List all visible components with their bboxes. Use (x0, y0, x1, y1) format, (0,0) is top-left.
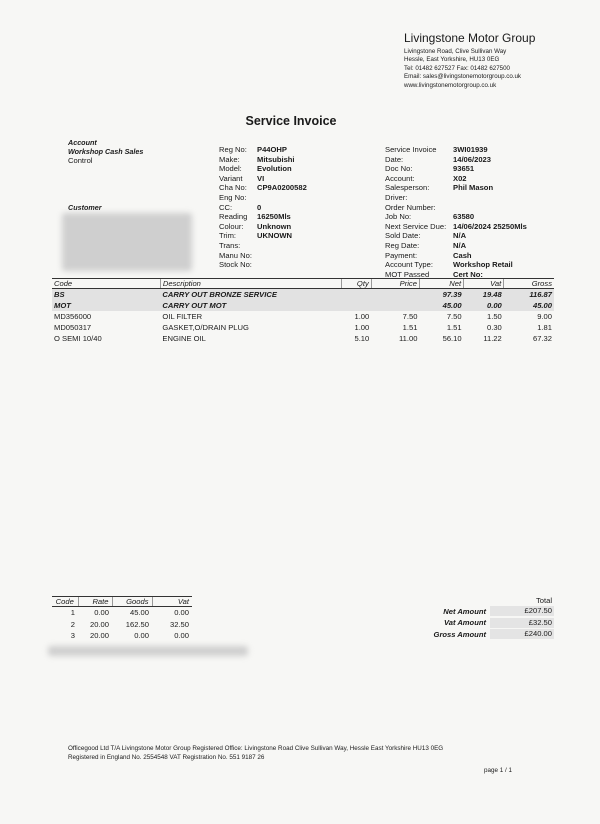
line-item-desc: GASKET,O/DRAIN PLUG (162, 323, 249, 332)
field-value: Workshop Retail (453, 260, 513, 270)
field-row (219, 174, 307, 184)
field-value: VI (257, 173, 265, 183)
field-label: Doc No: (385, 164, 413, 174)
line-item-desc: OIL FILTER (162, 312, 203, 321)
field-row (219, 193, 307, 203)
field-label: Next Service Due: (385, 221, 447, 231)
line-item-gross: 1.81 (537, 323, 552, 332)
field-label: Variant (219, 173, 243, 183)
vat-goods: 0.00 (134, 631, 149, 641)
field-label: Service Invoice (385, 145, 437, 154)
field-label: Order Number: (385, 202, 436, 212)
page-number: page 1 / 1 (484, 767, 513, 774)
vat-goods: 45.00 (129, 608, 149, 618)
vat-goods: 162.50 (125, 619, 149, 629)
col-description: Description (160, 279, 341, 289)
vat-col-vat: Vat (152, 597, 192, 607)
col-vat: Vat (464, 279, 504, 289)
field-row (385, 145, 527, 155)
totals-block (386, 606, 554, 639)
vat-col-goods: Goods (112, 597, 152, 607)
field-row (385, 212, 527, 222)
field-row (385, 203, 527, 213)
line-item-gross: 45.00 (504, 300, 554, 311)
field-row (219, 212, 307, 222)
col-net: Net (419, 279, 463, 289)
field-row (219, 155, 307, 165)
vat-rate: 0.00 (94, 608, 109, 618)
field-value: Mitsubishi (257, 154, 295, 164)
line-item-vat: 0.00 (464, 300, 504, 311)
field-row (385, 164, 527, 174)
line-item-row (52, 333, 554, 344)
line-item-gross: 116.87 (504, 289, 554, 301)
field-row (385, 174, 527, 184)
field-value: 14/06/2024 25250Mls (453, 221, 527, 231)
field-row (385, 155, 527, 165)
line-item-row (52, 300, 554, 311)
company-address-line-1: Livingstone Road, Clive Sullivan Way (404, 48, 507, 55)
line-item-vat: 0.30 (486, 323, 502, 332)
field-label: Account Type: (385, 260, 433, 270)
field-row (385, 241, 527, 251)
col-gross: Gross (504, 279, 554, 289)
field-label: Payment: (385, 250, 418, 260)
field-label: Salesperson: (385, 183, 430, 193)
field-row (219, 260, 307, 270)
field-label: Driver: (385, 192, 408, 202)
line-item-code: BS (52, 289, 160, 301)
field-value: Phil Mason (453, 183, 494, 193)
account-label: Account (68, 138, 97, 147)
line-item-row (52, 311, 554, 322)
field-row (219, 203, 307, 213)
field-row (385, 251, 527, 261)
company-name: Livingstone Motor Group (404, 31, 536, 45)
field-row (219, 145, 307, 155)
field-row (385, 231, 527, 241)
line-item-desc: CARRY OUT BRONZE SERVICE (160, 289, 341, 301)
vat-row (52, 607, 192, 619)
company-address-line-2: Hessle, East Yorkshire, HU13 0EG (404, 56, 500, 64)
redacted-customer-address (62, 213, 192, 271)
document-title: Service Invoice (245, 114, 337, 128)
company-phone: Tel: 01482 627527 Fax: 01482 627500 (404, 64, 510, 72)
vat-amount-label: Vat Amount (443, 618, 486, 627)
field-row (219, 251, 307, 261)
vat-row (52, 619, 192, 631)
line-item-desc: ENGINE OIL (162, 334, 206, 343)
field-value: Cert No: (453, 269, 483, 279)
footer (68, 745, 443, 762)
field-label: Trim: (219, 231, 237, 241)
field-label: Colour: (219, 221, 244, 231)
field-row (219, 222, 307, 232)
gross-amount-label: Gross Amount (433, 629, 486, 639)
field-row (219, 231, 307, 241)
field-value: 63580 (453, 212, 475, 222)
field-value: Cash (453, 250, 472, 260)
field-value: N/A (453, 240, 467, 250)
field-label: Make: (219, 154, 240, 164)
line-items-table (52, 278, 554, 344)
line-item-net: 56.10 (442, 334, 462, 343)
field-label: Trans: (219, 240, 241, 250)
line-item-gross: 9.00 (537, 312, 552, 321)
field-value: 0 (257, 202, 262, 212)
line-item-net: 45.00 (419, 300, 463, 311)
footer-registration: Registered in England No. 2554548 VAT Registration No. 551 9187 26 (68, 753, 265, 761)
field-label: Model: (219, 164, 242, 174)
field-label: Date: (385, 154, 404, 164)
company-email: Email: sales@livingstonemotorgroup.co.uk (404, 73, 522, 81)
line-item-vat: 11.22 (483, 334, 502, 343)
field-value: P44OHP (257, 145, 287, 154)
company-contact (404, 48, 521, 90)
net-amount-row (386, 606, 554, 616)
field-label: Manu No: (219, 250, 252, 260)
field-label: CC: (219, 202, 233, 212)
vat-vat: 0.00 (174, 631, 189, 641)
field-label: Reg No: (219, 145, 247, 154)
line-item-net: 97.39 (419, 289, 463, 301)
field-label: Reading (219, 212, 248, 222)
field-row (219, 164, 307, 174)
line-item-qty: 5.10 (354, 334, 370, 343)
vat-rate: 20.00 (89, 631, 109, 641)
line-item-code: MD050317 (54, 323, 92, 332)
field-row (385, 183, 527, 193)
customer-label: Customer (68, 203, 102, 212)
field-row (219, 183, 307, 193)
field-value: Unknown (257, 221, 292, 231)
account-name: Workshop Cash Sales (68, 147, 144, 156)
line-item-qty (341, 289, 371, 301)
line-item-price: 7.50 (402, 312, 418, 321)
footer-registered-office: Officegood Ltd T/A Livingstone Motor Group Registered Office: Livingstone Road Clive Sullivan Way, Hessle East Yorkshire HU13 0EG (68, 745, 444, 752)
line-items-header (52, 279, 554, 289)
field-label: Stock No: (219, 260, 252, 270)
vehicle-details (219, 145, 307, 270)
line-item-row (52, 289, 554, 301)
field-value: Evolution (257, 164, 292, 174)
vat-col-code: Code (52, 597, 78, 607)
totals-header: Total (536, 596, 553, 605)
line-item-qty: 1.00 (354, 312, 370, 321)
invoice-details (385, 145, 527, 279)
line-item-code: O SEMI 10/40 (54, 334, 102, 343)
field-row (385, 260, 527, 270)
field-value: N/A (453, 231, 467, 241)
vat-summary-table (52, 596, 192, 642)
line-item-price (371, 289, 419, 301)
line-item-vat: 19.48 (464, 289, 504, 301)
field-label: Cha No: (219, 183, 247, 193)
line-item-gross: 67.32 (532, 334, 552, 343)
field-row (385, 222, 527, 232)
field-label: Eng No: (219, 192, 247, 202)
field-value: X02 (453, 173, 467, 183)
field-value: UKNOWN (257, 231, 293, 241)
line-item-price: 11.00 (398, 334, 418, 343)
line-item-vat: 1.50 (486, 312, 502, 321)
vat-col-rate: Rate (78, 597, 112, 607)
field-value: 14/06/2023 (453, 154, 492, 164)
line-item-net: 7.50 (446, 312, 462, 321)
vat-vat: 0.00 (174, 608, 189, 618)
net-amount-value: £207.50 (490, 606, 554, 616)
line-item-qty (341, 300, 371, 311)
line-item-price: 1.51 (402, 323, 418, 332)
field-label: Reg Date: (385, 240, 420, 250)
line-item-price (371, 300, 419, 311)
col-code: Code (52, 279, 160, 289)
vat-amount-row (386, 618, 554, 628)
col-qty: Qty (341, 279, 371, 289)
redacted-line (48, 646, 248, 656)
vat-rate: 20.00 (89, 619, 109, 629)
field-label: MOT Passed (385, 269, 430, 279)
vat-code: 3 (70, 631, 75, 641)
field-value: 93651 (453, 164, 475, 174)
net-amount-label: Net Amount (443, 606, 486, 616)
line-item-row (52, 322, 554, 333)
vat-code: 2 (70, 619, 75, 629)
field-row (219, 241, 307, 251)
line-item-net: 1.51 (446, 323, 462, 332)
company-website: www.livingstonemotorgroup.co.uk (404, 81, 497, 89)
field-value: 3WI01939 (453, 145, 488, 154)
field-row (385, 193, 527, 203)
vat-vat: 32.50 (169, 619, 189, 629)
gross-amount-row (386, 629, 554, 639)
vat-amount-value: £32.50 (490, 618, 554, 628)
line-item-desc: CARRY OUT MOT (160, 300, 341, 311)
col-price: Price (371, 279, 419, 289)
line-item-code: MOT (52, 300, 160, 311)
line-item-qty: 1.00 (354, 323, 370, 332)
field-value: CP9A0200582 (257, 183, 307, 193)
vat-row (52, 630, 192, 642)
field-label: Sold Date: (385, 231, 421, 241)
field-label: Account: (385, 173, 415, 183)
field-label: Job No: (385, 212, 412, 222)
line-item-code: MD356000 (54, 312, 92, 321)
field-value: 16250Mls (257, 212, 291, 222)
account-control: Control (68, 156, 93, 165)
vat-code: 1 (70, 608, 75, 618)
gross-amount-value: £240.00 (490, 629, 554, 639)
